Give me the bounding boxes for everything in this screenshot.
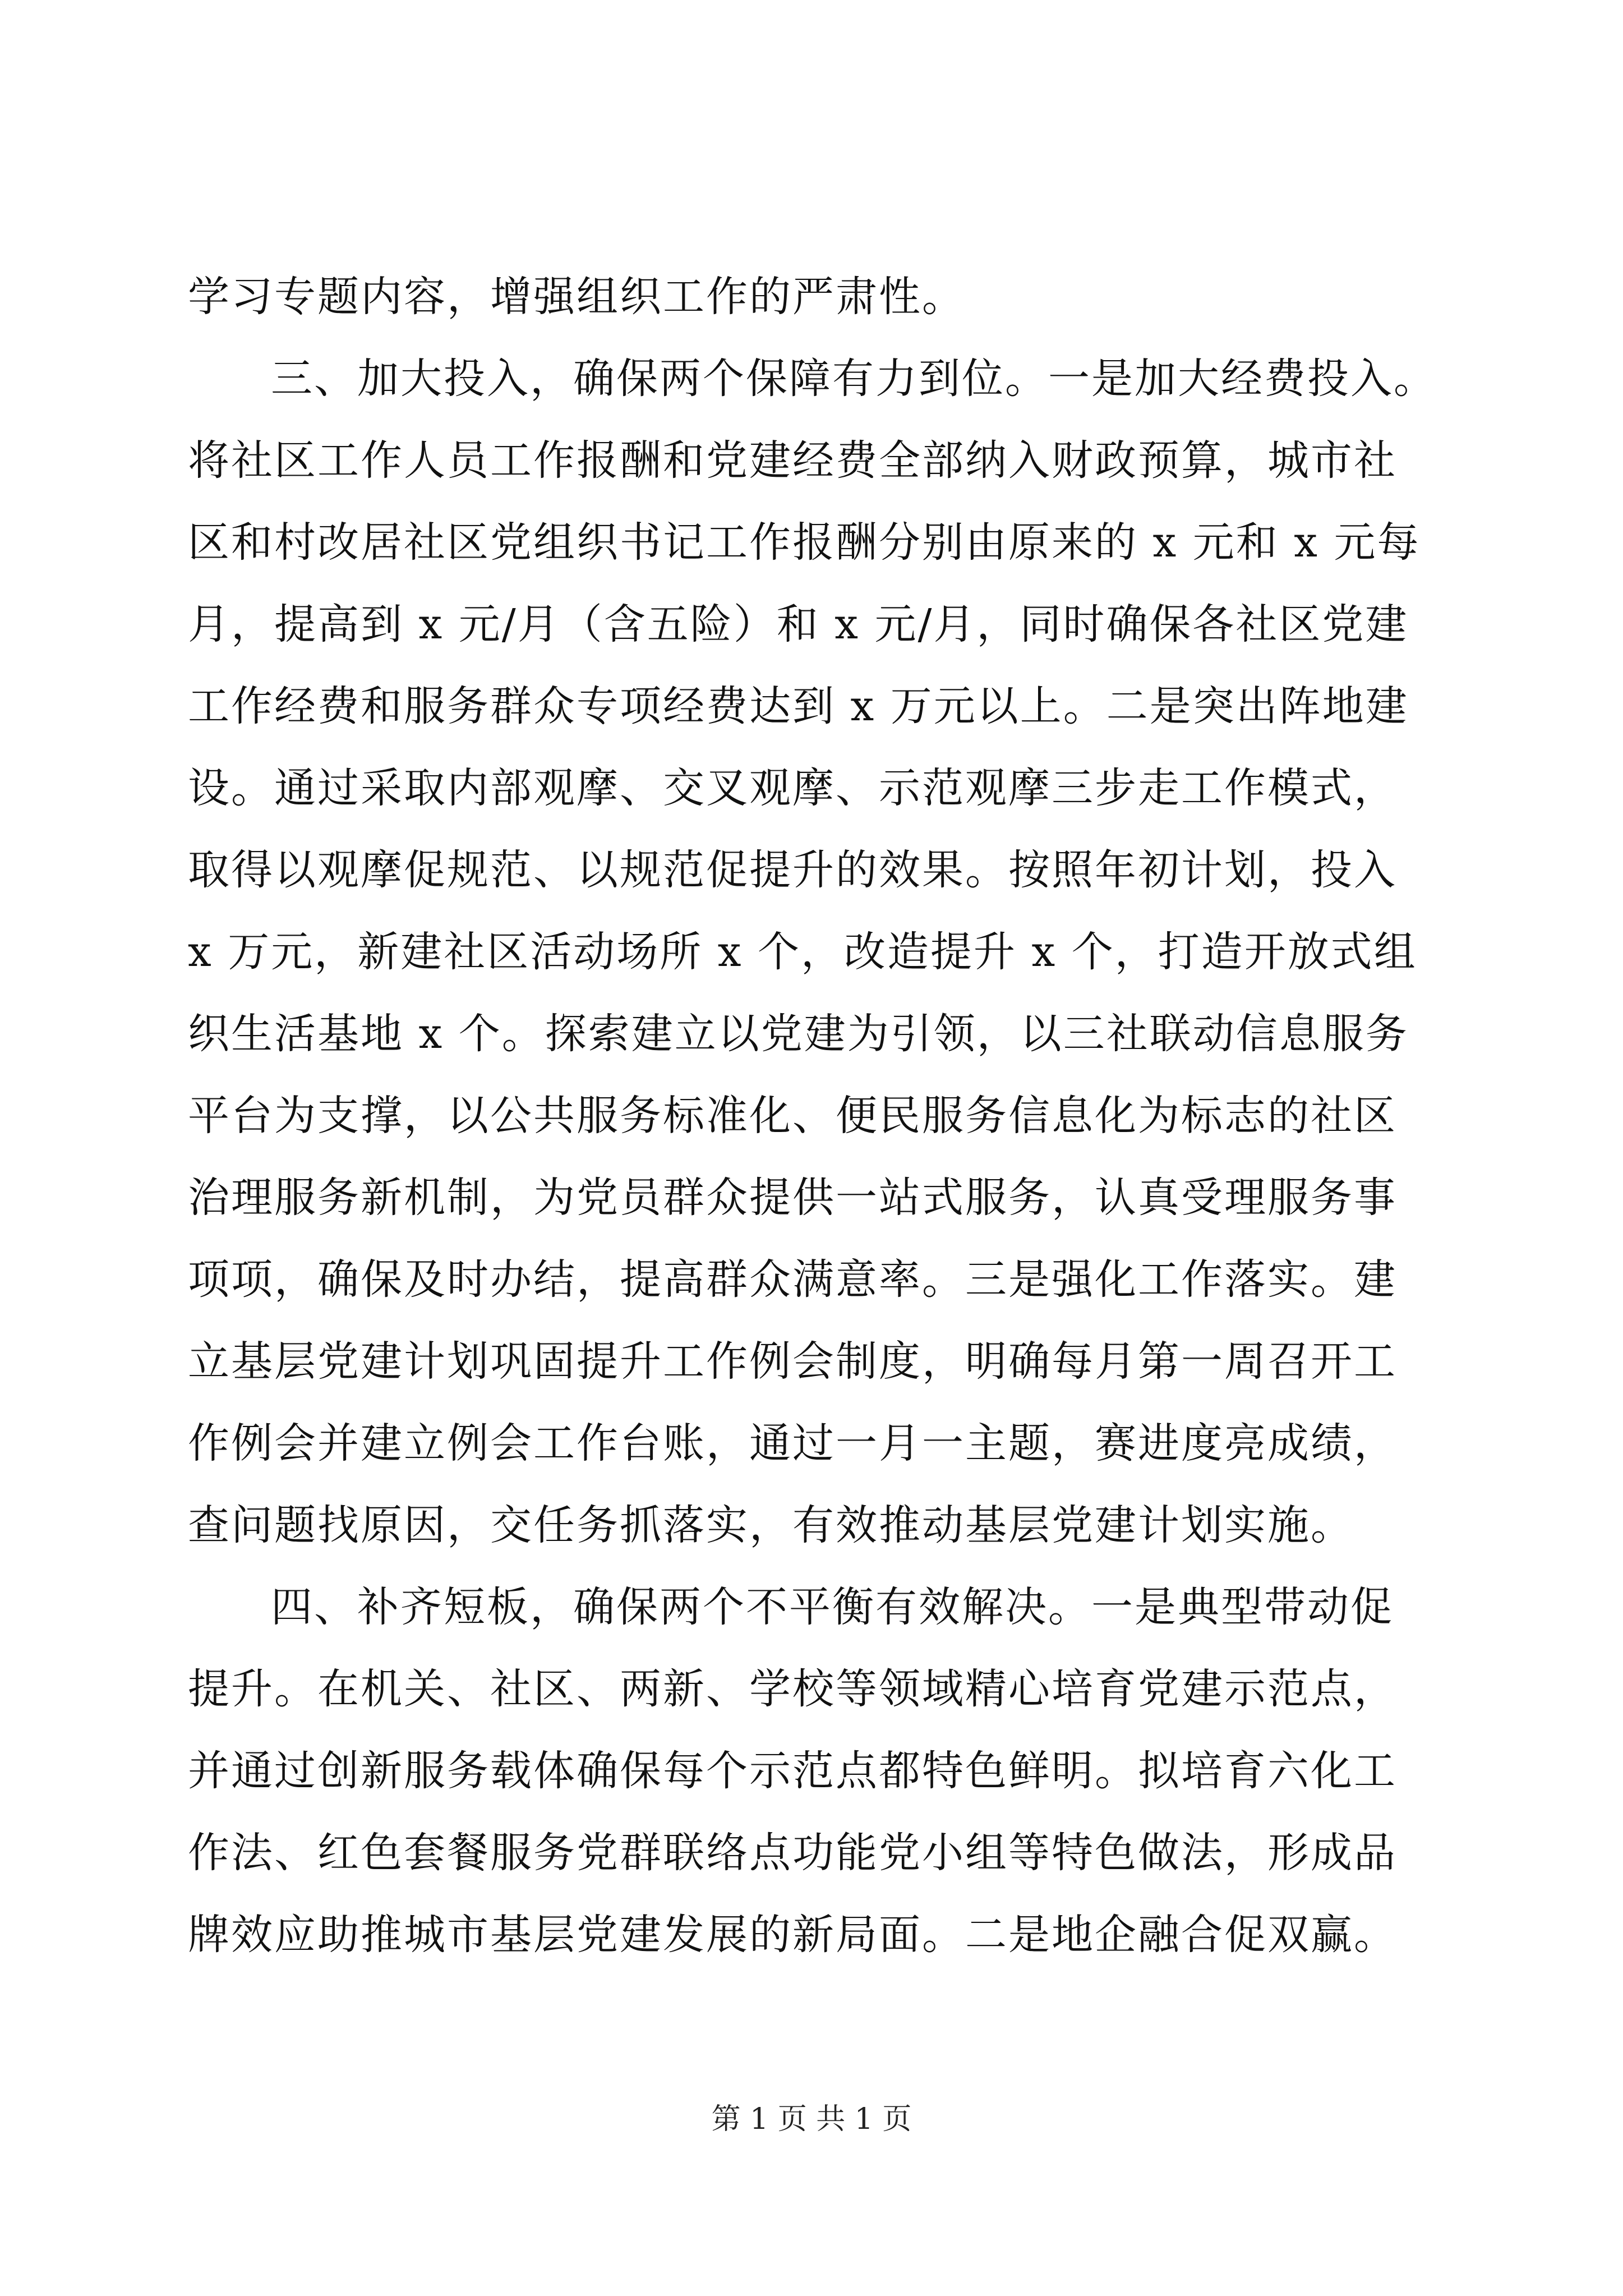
text-line: 提升。在机关、社区、两新、学校等领域精心培育党建示范点，	[188, 1665, 1397, 1713]
text-line: 立基层党建计划巩固提升工作例会制度，明确每月第一周召开工	[188, 1337, 1397, 1386]
text-line: 作法、红色套餐服务党群联络点功能党小组等特色做法，形成品	[188, 1829, 1397, 1877]
text-line: 查问题找原因，交任务抓落实，有效推动基层党建计划实施。	[188, 1501, 1354, 1549]
text-line: 四、补齐短板，确保两个不平衡有效解决。一是典型带动促	[271, 1583, 1394, 1631]
text-line: x 万元，新建社区活动场所 x 个，改造提升 x 个，打造开放式组	[188, 928, 1417, 976]
document-body	[188, 256, 1444, 1976]
text-line: 将社区工作人员工作报酬和党建经费全部纳入财政预算，城市社	[188, 436, 1397, 485]
text-line: 作例会并建立例会工作台账，通过一月一主题，赛进度亮成绩，	[188, 1419, 1397, 1467]
text-line: 项项，确保及时办结，提高群众满意率。三是强化工作落实。建	[188, 1255, 1397, 1304]
text-line: 取得以观摩促规范、以规范促提升的效果。按照年初计划，投入	[188, 846, 1397, 894]
text-line: 学习专题内容，增强组织工作的严肃性。	[188, 273, 965, 321]
text-line: 区和村改居社区党组织书记工作报酬分别由原来的 x 元和 x 元每	[188, 518, 1421, 567]
page-footer	[0, 2102, 1623, 2136]
text-line: 治理服务新机制，为党员群众提供一站式服务，认真受理服务事	[188, 1174, 1397, 1222]
text-line: 月，提高到 x 元/月（含五险）和 x 元/月，同时确保各社区党建	[188, 600, 1409, 648]
text-line: 牌效应助推城市基层党建发展的新局面。二是地企融合促双赢。	[188, 1911, 1397, 1959]
text-line: 三、加大投入，确保两个保障有力到位。一是加大经费投入。	[271, 355, 1437, 403]
page-number: 第 1 页 共 1 页	[711, 2102, 912, 2136]
text-line: 并通过创新服务载体确保每个示范点都特色鲜明。拟培育六化工	[188, 1747, 1397, 1795]
text-line: 设。通过采取内部观摩、交叉观摩、示范观摩三步走工作模式，	[188, 764, 1397, 812]
text-line: 工作经费和服务群众专项经费达到 x 万元以上。二是突出阵地建	[188, 682, 1409, 730]
text-line: 织生活基地 x 个。探索建立以党建为引领，以三社联动信息服务	[188, 1010, 1409, 1058]
text-line: 平台为支撑，以公共服务标准化、便民服务信息化为标志的社区	[188, 1092, 1397, 1140]
